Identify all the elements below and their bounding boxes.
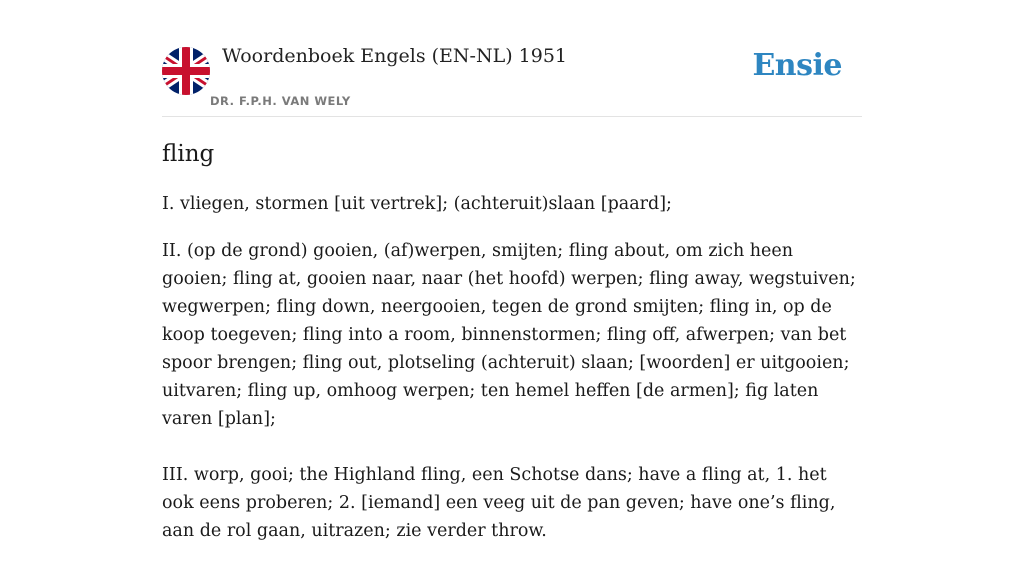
uk-flag-icon [162,47,210,95]
entry-content [162,138,862,564]
entry-sense-1: I. vliegen, stormen [uit vertrek]; (achteruit)slaan [paard]; [162,194,672,214]
site-header [162,0,862,117]
ensie-logo-link[interactable]: Ensie [752,48,842,83]
entry-sense-2: II. (op de grond) gooien, (af)werpen, smijten; fling about, om zich heen gooien; fling at, gooien naar, naar (het hoofd) werpen; fling away, wegstuiven; wegwerpen; fling down, neergooien, tegen de grond smijten; fling in, op de koop toegeven; fling into a room, binnenstormen; fling off, afwerpen; van bet spoor brengen; fling out, plotseling (achteruit) slaan; [woorden] er uitgooien; uitvaren; fling up, omhoog werpen; ten hemel heffen [de armen]; fig laten varen [plan]; [162,241,856,429]
entry-sense-3: III. worp, gooi; the Highland fling, een Schotse dans; have a fling at, 1. het ook eens proberen; 2. [iemand] een veeg uit de pan geven; have one’s fling, aan de rol gaan, uitrazen; zie verder throw. [162,465,836,541]
book-author[interactable]: DR. F.P.H. VAN WELY [210,94,351,108]
entry-headword: fling [162,141,215,167]
book-title[interactable]: Woordenboek Engels (EN-NL) 1951 [222,45,567,67]
